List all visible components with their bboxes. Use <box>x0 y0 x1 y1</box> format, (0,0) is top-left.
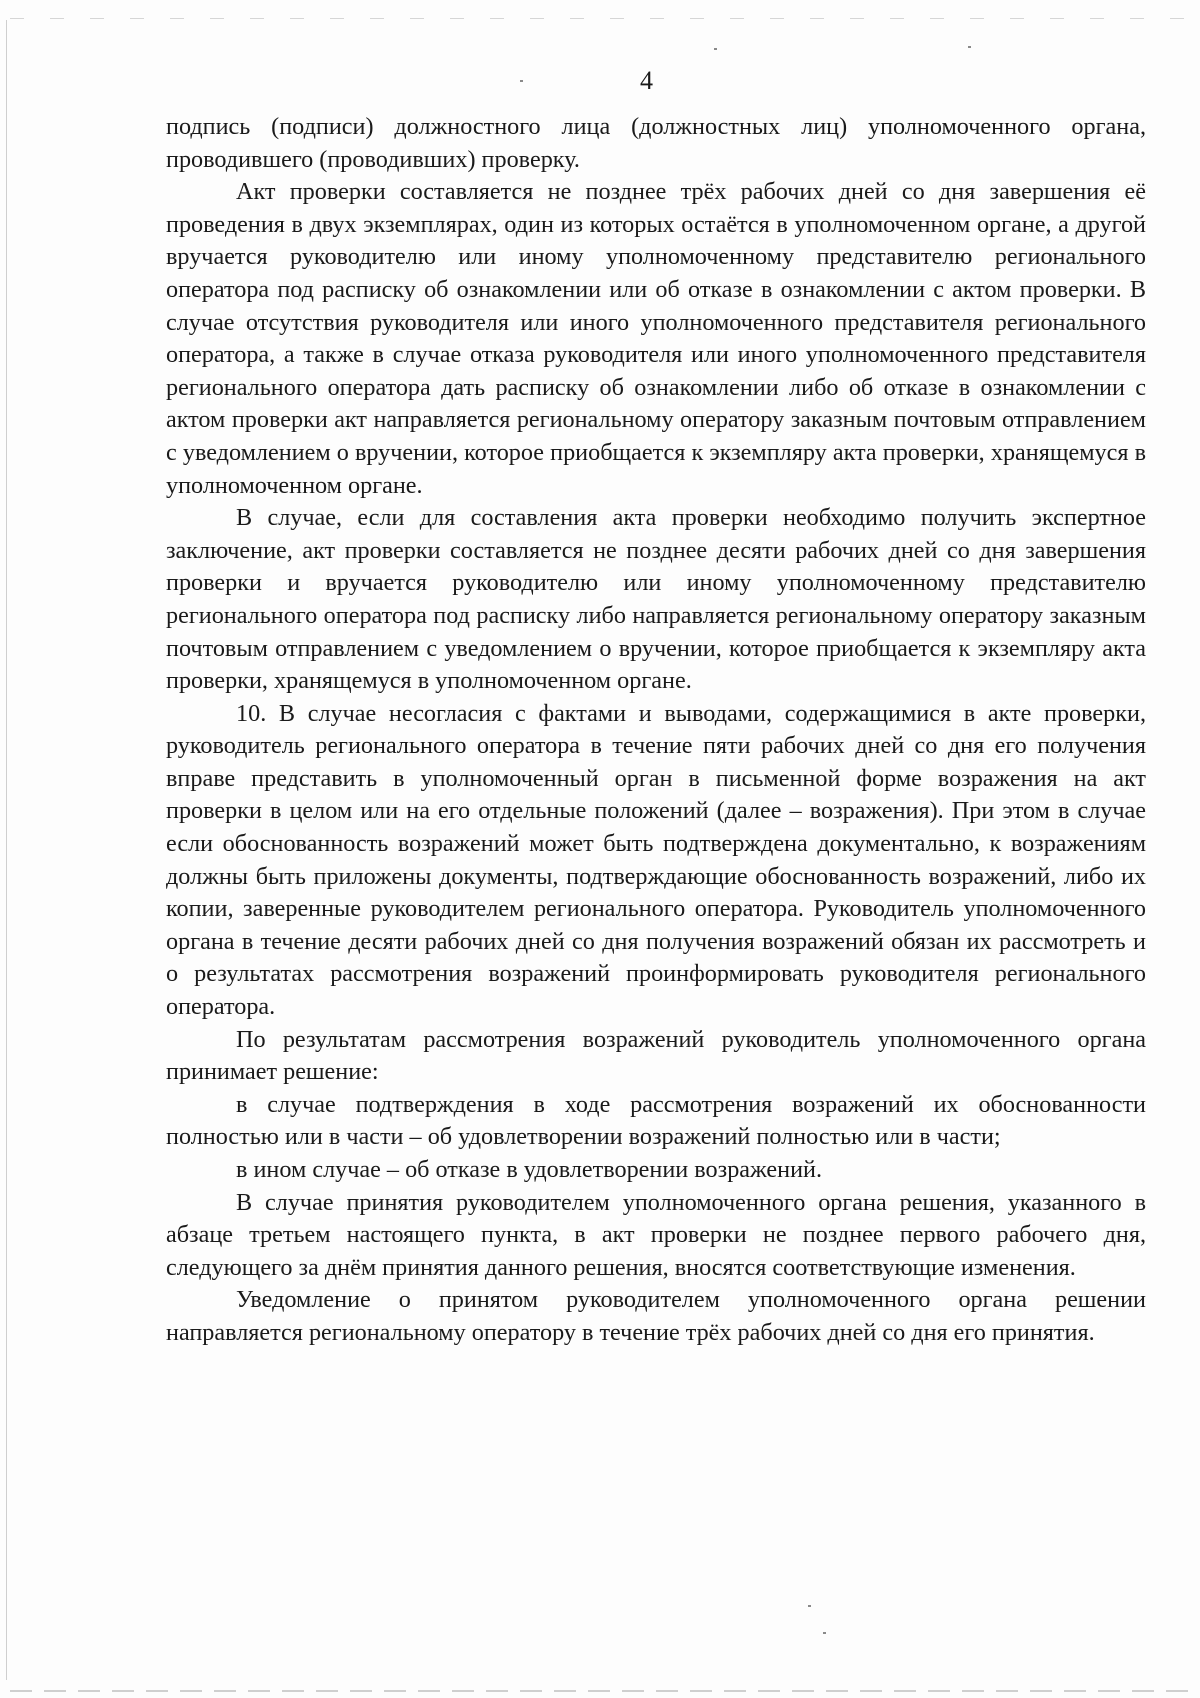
scan-speck <box>714 48 717 50</box>
paragraph: Акт проверки составляется не позднее трёх рабочих дней со дня завершения её проведения в двух экземплярах, один из которых остаётся в уполномоченном органе, а другой вручается руководителю или иному уполномоченному представителю регионального оператора под расписку об ознакомлении или об отказе в ознакомлении с актом проверки. В случае отсутствия руководителя или иного уполномоченного представителя регионального оператора, а также в случае отказа руководителя или иного уполномоченного представителя регионального оператора дать расписку об ознакомлении либо об отказе в ознакомлении с актом проверки акт направляется региональному оператору заказным почтовым отправлением с уведомлением о вручении, которое приобщается к экземпляру акта проверки, хранящемуся в уполномоченном органе. <box>166 178 1146 499</box>
scan-speck <box>520 80 523 82</box>
page-number: 4 <box>640 66 653 95</box>
paragraph: Уведомление о принятом руководителем уполномоченного органа решении направляется региональному оператору в течение трёх рабочих дней со дня его принятия. <box>166 1286 1146 1346</box>
scan-edge-left <box>6 20 7 1680</box>
paragraph: В случае, если для составления акта проверки необходимо получить экспертное заключение, акт проверки составляется не позднее десяти рабочих дней со дня завершения проверки и вручается руководителю или иному уполномоченному представителю регионального оператора под расписку либо направляется региональному оператору заказным почтовым отправлением с уведомлением о вручении, которое приобщается к экземпляру акта проверки, хранящемуся в уполномоченном органе. <box>166 504 1146 695</box>
paragraph: в ином случае – об отказе в удовлетворении возражений. <box>236 1156 823 1183</box>
paragraph: в случае подтверждения в ходе рассмотрения возражений их обоснованности полностью или в части – об удовлетворении возражений полностью или в части; <box>166 1090 1146 1151</box>
paragraph: В случае принятия руководителем уполномоченного органа решения, указанного в абзаце третьем настоящего пункта, в акт проверки не позднее первого рабочего дня, следующего за днём принятия данного решения, вносятся соответствующие изменения. <box>166 1188 1146 1281</box>
paragraph: 10. В случае несогласия с фактами и выводами, содержащимися в акте проверки, руководитель регионального оператора в течение пяти рабочих дней со дня его получения вправе представить в уполномоченный орган в письменной форме возражения на акт проверки в целом или на его отдельные положений (далее – возражения). При этом в случае если обоснованность возражений может быть подтверждена документально, к возражениям должны быть приложены документы, подтверждающие обоснованность возражений, либо их копии, заверенные руководителем регионального оператора. Руководитель уполномоченного органа в течение десяти рабочих дней со дня получения возражений обязан их рассмотреть и о результатах рассмотрения возражений проинформировать руководителя регионального оператора. <box>166 699 1146 1021</box>
paragraph: подпись (подписи) должностного лица (должностных лиц) уполномоченного органа, проводившего (проводивших) проверку. <box>166 113 1146 173</box>
paragraph: По результатам рассмотрения возражений руководитель уполномоченного органа принимает решение: <box>166 1025 1146 1086</box>
scan-edge-top <box>10 18 1190 19</box>
scan-speck <box>808 1605 811 1607</box>
document-body <box>166 111 1146 1350</box>
scan-speck <box>968 46 971 48</box>
scan-edge-bottom <box>10 1690 1190 1692</box>
scan-speck <box>823 1632 826 1634</box>
